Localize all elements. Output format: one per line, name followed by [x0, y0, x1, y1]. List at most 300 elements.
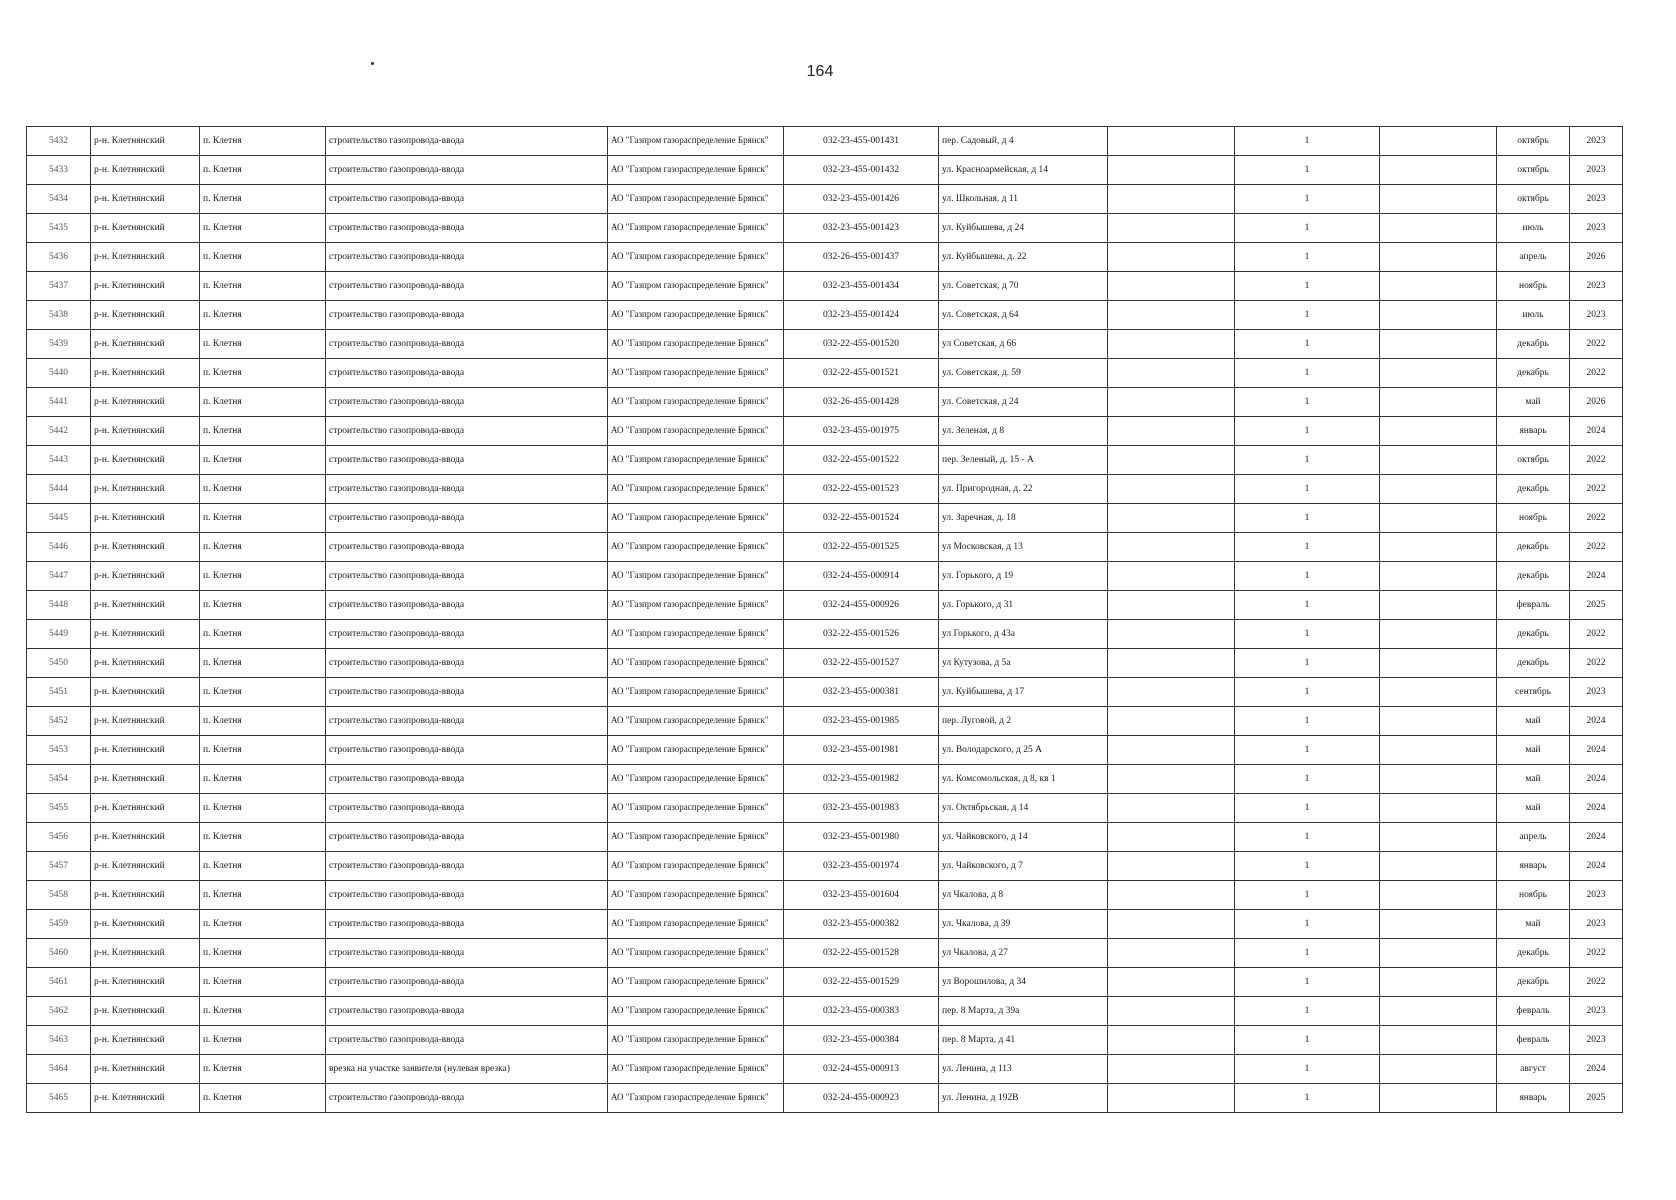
application-code-cell: 032-26-455-001428	[784, 388, 939, 417]
table-row	[27, 272, 1623, 301]
work-type-cell: строительство газопровода-ввода	[326, 301, 608, 330]
application-code-cell: 032-22-455-001522	[784, 446, 939, 475]
year-cell: 2022	[1570, 620, 1623, 649]
organization-cell: АО "Газпром газораспределение Брянск"	[608, 707, 784, 736]
table-row	[27, 968, 1623, 997]
scan-dot	[371, 62, 374, 65]
application-code-cell: 032-24-455-000923	[784, 1084, 939, 1113]
organization-cell: АО "Газпром газораспределение Брянск"	[608, 272, 784, 301]
district-cell: р-н. Клетнянский	[91, 678, 200, 707]
month-cell: октябрь	[1497, 185, 1570, 214]
year-cell: 2022	[1570, 504, 1623, 533]
empty-cell	[1108, 852, 1235, 881]
year-cell: 2023	[1570, 185, 1623, 214]
row-number: 5456	[27, 823, 91, 852]
application-code-cell: 032-23-455-001426	[784, 185, 939, 214]
year-cell: 2023	[1570, 156, 1623, 185]
month-cell: июль	[1497, 301, 1570, 330]
table-row	[27, 533, 1623, 562]
row-number: 5441	[27, 388, 91, 417]
empty-cell	[1108, 127, 1235, 156]
empty-cell	[1380, 736, 1497, 765]
empty-cell	[1108, 1055, 1235, 1084]
year-cell: 2023	[1570, 910, 1623, 939]
work-type-cell: строительство газопровода-ввода	[326, 1084, 608, 1113]
empty-cell	[1380, 1055, 1497, 1084]
district-cell: р-н. Клетнянский	[91, 765, 200, 794]
organization-cell: АО "Газпром газораспределение Брянск"	[608, 1084, 784, 1113]
year-cell: 2024	[1570, 794, 1623, 823]
row-number: 5451	[27, 678, 91, 707]
row-number: 5434	[27, 185, 91, 214]
month-cell: апрель	[1497, 823, 1570, 852]
district-cell: р-н. Клетнянский	[91, 649, 200, 678]
settlement-cell: п. Клетня	[200, 1026, 326, 1055]
quantity-cell: 1	[1235, 678, 1380, 707]
quantity-cell: 1	[1235, 330, 1380, 359]
year-cell: 2022	[1570, 968, 1623, 997]
address-cell: пер. 8 Марта, д 41	[939, 1026, 1108, 1055]
table-row	[27, 620, 1623, 649]
application-code-cell: 032-23-455-001424	[784, 301, 939, 330]
work-type-cell: строительство газопровода-ввода	[326, 359, 608, 388]
quantity-cell: 1	[1235, 1055, 1380, 1084]
district-cell: р-н. Клетнянский	[91, 504, 200, 533]
row-number: 5455	[27, 794, 91, 823]
empty-cell	[1108, 475, 1235, 504]
month-cell: декабрь	[1497, 533, 1570, 562]
month-cell: декабрь	[1497, 649, 1570, 678]
month-cell: сентябрь	[1497, 678, 1570, 707]
empty-cell	[1108, 1084, 1235, 1113]
month-cell: январь	[1497, 1084, 1570, 1113]
empty-cell	[1380, 910, 1497, 939]
settlement-cell: п. Клетня	[200, 736, 326, 765]
table-body	[27, 127, 1623, 1113]
address-cell: ул. Ленина, д 192В	[939, 1084, 1108, 1113]
empty-cell	[1380, 823, 1497, 852]
page-number: 164	[806, 63, 834, 80]
work-type-cell: строительство газопровода-ввода	[326, 910, 608, 939]
quantity-cell: 1	[1235, 533, 1380, 562]
year-cell: 2025	[1570, 591, 1623, 620]
address-cell: пер. Зеленый, д. 15 - А	[939, 446, 1108, 475]
application-code-cell: 032-23-455-000384	[784, 1026, 939, 1055]
application-code-cell: 032-23-455-000382	[784, 910, 939, 939]
row-number: 5437	[27, 272, 91, 301]
organization-cell: АО "Газпром газораспределение Брянск"	[608, 330, 784, 359]
month-cell: декабрь	[1497, 939, 1570, 968]
quantity-cell: 1	[1235, 707, 1380, 736]
settlement-cell: п. Клетня	[200, 243, 326, 272]
work-type-cell: строительство газопровода-ввода	[326, 127, 608, 156]
organization-cell: АО "Газпром газораспределение Брянск"	[608, 591, 784, 620]
empty-cell	[1380, 156, 1497, 185]
empty-cell	[1380, 243, 1497, 272]
address-cell: ул. Куйбышева, д. 22	[939, 243, 1108, 272]
district-cell: р-н. Клетнянский	[91, 185, 200, 214]
year-cell: 2023	[1570, 1026, 1623, 1055]
month-cell: декабрь	[1497, 620, 1570, 649]
table-row	[27, 823, 1623, 852]
organization-cell: АО "Газпром газораспределение Брянск"	[608, 417, 784, 446]
row-number: 5445	[27, 504, 91, 533]
empty-cell	[1108, 301, 1235, 330]
work-type-cell: строительство газопровода-ввода	[326, 939, 608, 968]
settlement-cell: п. Клетня	[200, 359, 326, 388]
empty-cell	[1380, 417, 1497, 446]
year-cell: 2023	[1570, 272, 1623, 301]
empty-cell	[1380, 1026, 1497, 1055]
table-row	[27, 1055, 1623, 1084]
row-number: 5459	[27, 910, 91, 939]
row-number: 5444	[27, 475, 91, 504]
settlement-cell: п. Клетня	[200, 301, 326, 330]
settlement-cell: п. Клетня	[200, 910, 326, 939]
organization-cell: АО "Газпром газораспределение Брянск"	[608, 765, 784, 794]
address-cell: ул Горького, д 43а	[939, 620, 1108, 649]
empty-cell	[1108, 939, 1235, 968]
district-cell: р-н. Клетнянский	[91, 475, 200, 504]
district-cell: р-н. Клетнянский	[91, 388, 200, 417]
work-type-cell: строительство газопровода-ввода	[326, 475, 608, 504]
empty-cell	[1380, 272, 1497, 301]
settlement-cell: п. Клетня	[200, 881, 326, 910]
application-code-cell: 032-22-455-001524	[784, 504, 939, 533]
month-cell: июль	[1497, 214, 1570, 243]
settlement-cell: п. Клетня	[200, 678, 326, 707]
address-cell: ул. Куйбышева, д 24	[939, 214, 1108, 243]
empty-cell	[1380, 330, 1497, 359]
quantity-cell: 1	[1235, 939, 1380, 968]
organization-cell: АО "Газпром газораспределение Брянск"	[608, 997, 784, 1026]
application-code-cell: 032-23-455-000381	[784, 678, 939, 707]
empty-cell	[1108, 1026, 1235, 1055]
month-cell: февраль	[1497, 591, 1570, 620]
organization-cell: АО "Газпром газораспределение Брянск"	[608, 968, 784, 997]
quantity-cell: 1	[1235, 417, 1380, 446]
organization-cell: АО "Газпром газораспределение Брянск"	[608, 504, 784, 533]
work-type-cell: строительство газопровода-ввода	[326, 736, 608, 765]
address-cell: ул. Горького, д 31	[939, 591, 1108, 620]
year-cell: 2023	[1570, 881, 1623, 910]
empty-cell	[1108, 562, 1235, 591]
month-cell: май	[1497, 707, 1570, 736]
row-number: 5463	[27, 1026, 91, 1055]
organization-cell: АО "Газпром газораспределение Брянск"	[608, 301, 784, 330]
address-cell: ул. Школьная, д 11	[939, 185, 1108, 214]
empty-cell	[1380, 127, 1497, 156]
empty-cell	[1108, 591, 1235, 620]
settlement-cell: п. Клетня	[200, 214, 326, 243]
work-type-cell: строительство газопровода-ввода	[326, 765, 608, 794]
quantity-cell: 1	[1235, 649, 1380, 678]
table-row	[27, 678, 1623, 707]
month-cell: октябрь	[1497, 127, 1570, 156]
quantity-cell: 1	[1235, 881, 1380, 910]
address-cell: ул. Октябрьская, д 14	[939, 794, 1108, 823]
organization-cell: АО "Газпром газораспределение Брянск"	[608, 1026, 784, 1055]
row-number: 5432	[27, 127, 91, 156]
work-type-cell: строительство газопровода-ввода	[326, 707, 608, 736]
organization-cell: АО "Газпром газораспределение Брянск"	[608, 359, 784, 388]
address-cell: ул. Ленина, д 113	[939, 1055, 1108, 1084]
settlement-cell: п. Клетня	[200, 707, 326, 736]
district-cell: р-н. Клетнянский	[91, 997, 200, 1026]
application-code-cell: 032-22-455-001526	[784, 620, 939, 649]
month-cell: май	[1497, 794, 1570, 823]
work-type-cell: строительство газопровода-ввода	[326, 591, 608, 620]
table-row	[27, 939, 1623, 968]
quantity-cell: 1	[1235, 794, 1380, 823]
year-cell: 2023	[1570, 127, 1623, 156]
organization-cell: АО "Газпром газораспределение Брянск"	[608, 475, 784, 504]
organization-cell: АО "Газпром газораспределение Брянск"	[608, 127, 784, 156]
row-number: 5448	[27, 591, 91, 620]
quantity-cell: 1	[1235, 156, 1380, 185]
row-number: 5454	[27, 765, 91, 794]
row-number: 5440	[27, 359, 91, 388]
application-code-cell: 032-23-455-001434	[784, 272, 939, 301]
district-cell: р-н. Клетнянский	[91, 736, 200, 765]
organization-cell: АО "Газпром газораспределение Брянск"	[608, 823, 784, 852]
year-cell: 2022	[1570, 330, 1623, 359]
quantity-cell: 1	[1235, 968, 1380, 997]
table-row	[27, 1084, 1623, 1113]
district-cell: р-н. Клетнянский	[91, 1084, 200, 1113]
empty-cell	[1108, 272, 1235, 301]
work-type-cell: врезка на участке заявителя (нулевая врезка)	[326, 1055, 608, 1084]
district-cell: р-н. Клетнянский	[91, 910, 200, 939]
empty-cell	[1380, 504, 1497, 533]
organization-cell: АО "Газпром газораспределение Брянск"	[608, 388, 784, 417]
district-cell: р-н. Клетнянский	[91, 620, 200, 649]
empty-cell	[1108, 678, 1235, 707]
organization-cell: АО "Газпром газораспределение Брянск"	[608, 446, 784, 475]
settlement-cell: п. Клетня	[200, 591, 326, 620]
empty-cell	[1108, 214, 1235, 243]
address-cell: ул. Чайковского, д 14	[939, 823, 1108, 852]
empty-cell	[1380, 620, 1497, 649]
month-cell: апрель	[1497, 243, 1570, 272]
table-row	[27, 475, 1623, 504]
table-row	[27, 330, 1623, 359]
quantity-cell: 1	[1235, 475, 1380, 504]
empty-cell	[1380, 359, 1497, 388]
year-cell: 2023	[1570, 997, 1623, 1026]
district-cell: р-н. Клетнянский	[91, 1055, 200, 1084]
work-type-cell: строительство газопровода-ввода	[326, 620, 608, 649]
address-cell: ул. Пригородная, д. 22	[939, 475, 1108, 504]
empty-cell	[1108, 736, 1235, 765]
organization-cell: АО "Газпром газораспределение Брянск"	[608, 910, 784, 939]
row-number: 5461	[27, 968, 91, 997]
district-cell: р-н. Клетнянский	[91, 127, 200, 156]
district-cell: р-н. Клетнянский	[91, 330, 200, 359]
table-row	[27, 417, 1623, 446]
empty-cell	[1380, 852, 1497, 881]
row-number: 5439	[27, 330, 91, 359]
year-cell: 2023	[1570, 678, 1623, 707]
application-code-cell: 032-26-455-001437	[784, 243, 939, 272]
application-code-cell: 032-22-455-001521	[784, 359, 939, 388]
row-number: 5438	[27, 301, 91, 330]
table-row	[27, 910, 1623, 939]
organization-cell: АО "Газпром газораспределение Брянск"	[608, 562, 784, 591]
empty-cell	[1108, 620, 1235, 649]
settlement-cell: п. Клетня	[200, 968, 326, 997]
work-type-cell: строительство газопровода-ввода	[326, 562, 608, 591]
year-cell: 2024	[1570, 417, 1623, 446]
organization-cell: АО "Газпром газораспределение Брянск"	[608, 1055, 784, 1084]
quantity-cell: 1	[1235, 127, 1380, 156]
settlement-cell: п. Клетня	[200, 504, 326, 533]
month-cell: декабрь	[1497, 562, 1570, 591]
table-row	[27, 707, 1623, 736]
district-cell: р-н. Клетнянский	[91, 214, 200, 243]
year-cell: 2023	[1570, 301, 1623, 330]
application-code-cell: 032-24-455-000914	[784, 562, 939, 591]
table-row	[27, 852, 1623, 881]
settlement-cell: п. Клетня	[200, 649, 326, 678]
year-cell: 2022	[1570, 446, 1623, 475]
row-number: 5450	[27, 649, 91, 678]
district-cell: р-н. Клетнянский	[91, 243, 200, 272]
empty-cell	[1108, 794, 1235, 823]
work-type-cell: строительство газопровода-ввода	[326, 852, 608, 881]
table-row	[27, 301, 1623, 330]
empty-cell	[1380, 794, 1497, 823]
organization-cell: АО "Газпром газораспределение Брянск"	[608, 185, 784, 214]
application-code-cell: 032-23-455-001431	[784, 127, 939, 156]
table-row	[27, 997, 1623, 1026]
quantity-cell: 1	[1235, 359, 1380, 388]
empty-cell	[1380, 678, 1497, 707]
row-number: 5464	[27, 1055, 91, 1084]
empty-cell	[1108, 359, 1235, 388]
empty-cell	[1380, 388, 1497, 417]
district-cell: р-н. Клетнянский	[91, 562, 200, 591]
month-cell: декабрь	[1497, 330, 1570, 359]
application-code-cell: 032-23-455-000383	[784, 997, 939, 1026]
month-cell: февраль	[1497, 1026, 1570, 1055]
address-cell: пер. Луговой, д 2	[939, 707, 1108, 736]
table-row	[27, 794, 1623, 823]
table-row	[27, 359, 1623, 388]
district-cell: р-н. Клетнянский	[91, 272, 200, 301]
year-cell: 2024	[1570, 1055, 1623, 1084]
settlement-cell: п. Клетня	[200, 475, 326, 504]
application-code-cell: 032-23-455-001432	[784, 156, 939, 185]
application-code-cell: 032-22-455-001523	[784, 475, 939, 504]
year-cell: 2024	[1570, 707, 1623, 736]
address-cell: пер. Садовый, д 4	[939, 127, 1108, 156]
address-cell: ул. Советская, д 70	[939, 272, 1108, 301]
quantity-cell: 1	[1235, 504, 1380, 533]
organization-cell: АО "Газпром газораспределение Брянск"	[608, 939, 784, 968]
empty-cell	[1380, 1084, 1497, 1113]
quantity-cell: 1	[1235, 301, 1380, 330]
table-row	[27, 214, 1623, 243]
work-type-cell: строительство газопровода-ввода	[326, 881, 608, 910]
table-row	[27, 185, 1623, 214]
address-cell: ул. Заречная, д. 18	[939, 504, 1108, 533]
table-row	[27, 591, 1623, 620]
organization-cell: АО "Газпром газораспределение Брянск"	[608, 881, 784, 910]
year-cell: 2022	[1570, 939, 1623, 968]
address-cell: ул Кутузова, д 5а	[939, 649, 1108, 678]
row-number: 5446	[27, 533, 91, 562]
district-cell: р-н. Клетнянский	[91, 417, 200, 446]
address-cell: ул. Советская, д. 59	[939, 359, 1108, 388]
settlement-cell: п. Клетня	[200, 823, 326, 852]
quantity-cell: 1	[1235, 823, 1380, 852]
empty-cell	[1108, 968, 1235, 997]
district-cell: р-н. Клетнянский	[91, 156, 200, 185]
table-row	[27, 881, 1623, 910]
work-type-cell: строительство газопровода-ввода	[326, 997, 608, 1026]
quantity-cell: 1	[1235, 1026, 1380, 1055]
row-number: 5435	[27, 214, 91, 243]
work-type-cell: строительство газопровода-ввода	[326, 185, 608, 214]
row-number: 5453	[27, 736, 91, 765]
month-cell: октябрь	[1497, 446, 1570, 475]
row-number: 5465	[27, 1084, 91, 1113]
district-cell: р-н. Клетнянский	[91, 823, 200, 852]
address-cell: ул Советская, д 66	[939, 330, 1108, 359]
application-code-cell: 032-23-455-001985	[784, 707, 939, 736]
empty-cell	[1380, 765, 1497, 794]
year-cell: 2024	[1570, 765, 1623, 794]
organization-cell: АО "Газпром газораспределение Брянск"	[608, 214, 784, 243]
table-row	[27, 504, 1623, 533]
settlement-cell: п. Клетня	[200, 446, 326, 475]
year-cell: 2024	[1570, 852, 1623, 881]
district-cell: р-н. Клетнянский	[91, 939, 200, 968]
quantity-cell: 1	[1235, 765, 1380, 794]
year-cell: 2022	[1570, 649, 1623, 678]
work-type-cell: строительство газопровода-ввода	[326, 504, 608, 533]
quantity-cell: 1	[1235, 185, 1380, 214]
address-cell: ул. Володарского, д 25 А	[939, 736, 1108, 765]
quantity-cell: 1	[1235, 852, 1380, 881]
month-cell: ноябрь	[1497, 504, 1570, 533]
work-type-cell: строительство газопровода-ввода	[326, 533, 608, 562]
work-type-cell: строительство газопровода-ввода	[326, 649, 608, 678]
row-number: 5433	[27, 156, 91, 185]
year-cell: 2024	[1570, 562, 1623, 591]
year-cell: 2024	[1570, 823, 1623, 852]
table-row	[27, 388, 1623, 417]
application-code-cell: 032-23-455-001980	[784, 823, 939, 852]
application-code-cell: 032-22-455-001525	[784, 533, 939, 562]
district-cell: р-н. Клетнянский	[91, 968, 200, 997]
address-cell: ул Московская, д 13	[939, 533, 1108, 562]
month-cell: декабрь	[1497, 475, 1570, 504]
application-code-cell: 032-22-455-001520	[784, 330, 939, 359]
work-type-cell: строительство газопровода-ввода	[326, 446, 608, 475]
month-cell: февраль	[1497, 997, 1570, 1026]
work-type-cell: строительство газопровода-ввода	[326, 388, 608, 417]
table-row	[27, 127, 1623, 156]
empty-cell	[1380, 185, 1497, 214]
empty-cell	[1380, 475, 1497, 504]
application-code-cell: 032-23-455-001983	[784, 794, 939, 823]
organization-cell: АО "Газпром газораспределение Брянск"	[608, 620, 784, 649]
organization-cell: АО "Газпром газораспределение Брянск"	[608, 794, 784, 823]
work-type-cell: строительство газопровода-ввода	[326, 417, 608, 446]
empty-cell	[1380, 997, 1497, 1026]
